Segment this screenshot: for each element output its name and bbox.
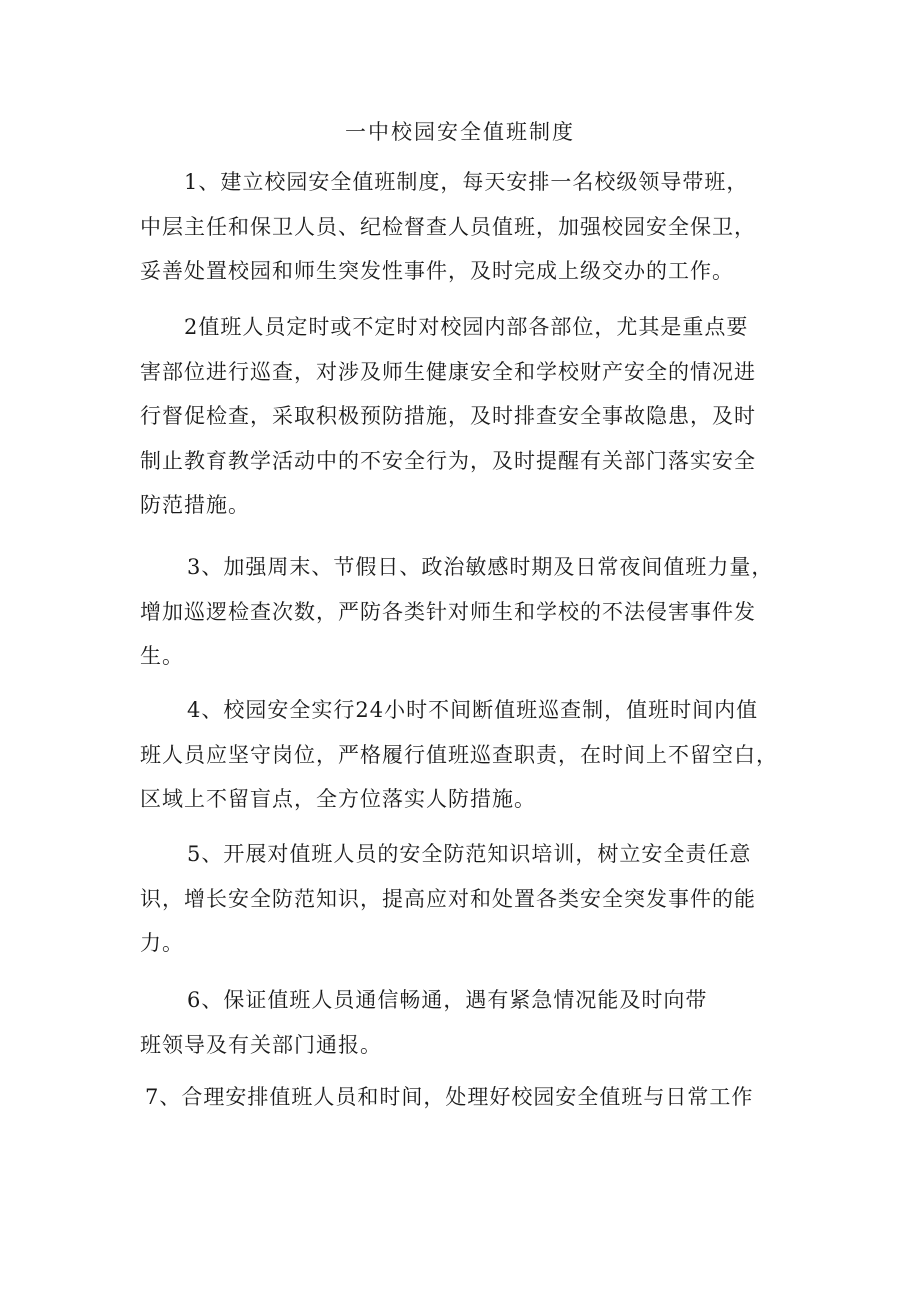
paragraph-line: 中层主任和保卫人员、纪检督查人员值班，加强校园安全保卫， — [140, 214, 756, 239]
paragraph-line: 1、建立校园安全值班制度，每天安排一名校级领导带班， — [184, 170, 749, 194]
paragraph-line: 识，增长安全防范知识，提高应对和处置各类安全突发事件的能 — [140, 886, 756, 911]
paragraph-4 — [140, 688, 790, 822]
paragraph-7 — [140, 1075, 790, 1120]
paragraph-line: 6、保证值班人员通信畅通，遇有紧急情况能及时向带 — [187, 988, 708, 1012]
paragraph-3 — [140, 545, 790, 679]
paragraph-line: 增加巡逻检查次数，严防各类针对师生和学校的不法侵害事件发 — [140, 599, 756, 624]
paragraph-2 — [140, 305, 790, 528]
paragraph-line: 害部位进行巡查，对涉及师生健康安全和学校财产安全的情况进 — [140, 359, 756, 384]
paragraph-6 — [140, 978, 790, 1067]
paragraph-1 — [140, 160, 790, 294]
paragraph-line: 力。 — [140, 931, 184, 955]
paragraph-line: 5、开展对值班人员的安全防范知识培训，树立安全责任意 — [187, 842, 752, 866]
paragraph-line: 生。 — [140, 644, 184, 668]
paragraph-line: 区域上不留盲点，全方位落实人防措施。 — [140, 787, 536, 811]
paragraph-line: 7、合理安排值班人员和时间，处理好校园安全值班与日常工作 — [145, 1085, 754, 1109]
paragraph-5 — [140, 832, 790, 966]
paragraph-line: 3、加强周末、节假日、政治敏感时期及日常夜间值班力量， — [187, 555, 774, 579]
paragraph-line: 2值班人员定时或不定时对校园内部各部位，尤其是重点要 — [184, 315, 749, 339]
paragraph-line: 妥善处置校园和师生突发性事件，及时完成上级交办的工作。 — [140, 259, 734, 283]
paragraph-line: 班领导及有关部门通报。 — [140, 1032, 382, 1057]
paragraph-line: 班人员应坚守岗位，严格履行值班巡查职责，在时间上不留空白， — [140, 742, 778, 767]
document-title: 一中校园安全值班制度 — [345, 120, 575, 144]
paragraph-line: 制止教育教学活动中的不安全行为，及时提醒有关部门落实安全 — [140, 448, 756, 473]
paragraph-line: 行督促检查，采取积极预防措施，及时排查安全事故隐患，及时 — [140, 404, 756, 428]
paragraph-line: 防范措施。 — [140, 493, 250, 517]
paragraph-line: 4、校园安全实行24小时不间断值班巡查制，值班时间内值 — [187, 698, 759, 722]
